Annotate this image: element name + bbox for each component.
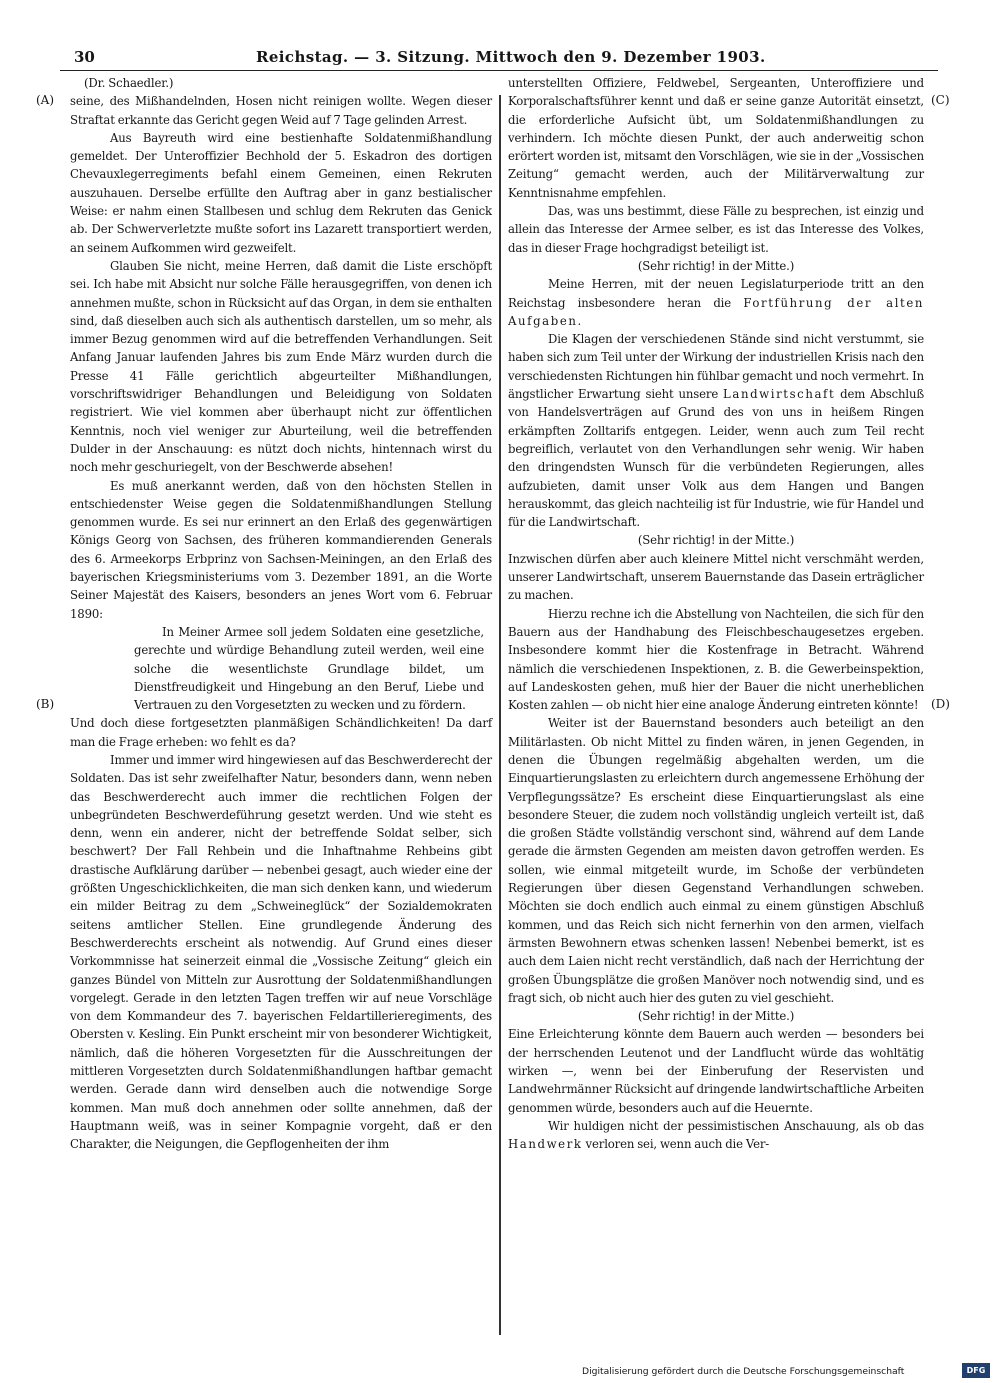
paragraph-text: dem Abschluß von Handelsverträgen auf Grund des von uns in heißem Ringen erkämpften Zolltarifs entgegen. Leider, wenn auch zum Teil recht begreiflich, verlautet von den Verhandlungen sehr wenig. Wir haben den dringendsten Wunsch für die verbündeten Regierungen, alles aufzubieten, damit unser Volk aus dem Hangen und Bangen herauskommt, das gleich nachteilig ist für Industrie, wie für Handel und für die Landwirtschaft.	[508, 387, 924, 530]
paragraph: Hierzu rechne ich die Abstellung von Nachteilen, die sich für den Bauern aus der Handhabung des Fleischbeschaugesetzes ergeben. Insbesondere kommt hier die Kostenfrage in Betracht. Während nämlich die verschiedenen Inspektionen, z. B. die Gewerbeinspektion, auf Landeskosten gehen, muß hier der Bauer die nicht unerheblichen Kosten zahlen — ob nicht hier eine analoge Änderung eintreten könnte!	[508, 606, 924, 713]
page-header	[60, 44, 938, 71]
speaker-attribution: (Dr. Schaedler.)	[84, 76, 174, 90]
paragraph: Immer und immer wird hingewiesen auf das Beschwerderecht der Soldaten. Das ist sehr zweifelhafter Natur, besonders dann, wenn neben das Beschwerderecht auch immer die rechtlichen Folgen der unbegründeten Beschwerdeführung gesetzt werden. Und wie steht es denn, wenn ein anderer, nicht der betreffende Soldat selber, sich beschwert? Der Fall Rehbein und die Inhaftnahme Rehbeins gibt drastische Aufklärung darüber — nebenbei gesagt, auch wieder eine der größten Ungeschicklichkeiten, die man sich denken kann, und wiederum ein milder Beitrag zu dem „Schweineglück“ der Sozialdemokraten seitens amtlicher Stellen. Eine grundlegende Änderung des Beschwerderechts erscheint als notwendig. Auf Grund eines dieser Vorkommnisse hat seinerzeit einmal die „Vossische Zeitung“ gleich ein ganzes Bündel von Mitteln zur Ausrottung der Soldatenmißhandlungen vorgelegt. Gerade in den letzten Tagen treffen wir auf neue Vorschläge von dem Kommandeur des 7. bayerischen Feldartillerieregiments, des Obersten v. Kesling. Ein Punkt erscheint mir von besonderer Wichtigkeit, nämlich, daß die höheren Vorgesetzten für die Ausschreitungen der mittleren Vorgesetzten durch Soldatenmißhandlungen haftbar gemacht werden. Gerade dann wird denselben auch die notwendige Sorge kommen. Man muß doch annehmen oder sollte annehmen, daß der Hauptmann weiß, was in seiner Kompagnie vorgeht, daß er den Charakter, die Neigungen, die Gepflogenheiten der ihm	[70, 752, 492, 1152]
interjection: (Sehr richtig! in der Mitte.)	[637, 1009, 795, 1024]
paragraph: seine, des Mißhandelnden, Hosen nicht reinigen wollte. Wegen dieser Straftat erkannte das Gericht gegen Weid auf 7 Tage gelinden Arrest.	[70, 94, 492, 127]
dfg-logo: DFG	[962, 1363, 990, 1378]
emphasized-text: Fortführung der alten Aufgaben.	[508, 295, 924, 328]
paragraph: Eine Erleichterung könnte dem Bauern auch werden — besonders bei der herrschenden Leutenot und der Landflucht würde das wohltätig wirken —, wenn bei der Einberufung der Reservisten und Landwehrmänner Rücksicht auf dringende landwirtschaftliche Arbeiten genommen würde, besonders auch auf die Heuernte.	[508, 1027, 924, 1115]
interjection: (Sehr richtig! in der Mitte.)	[637, 533, 795, 548]
paragraph: Glauben Sie nicht, meine Herren, daß damit die Liste erschöpft sei. Ich habe mit Absicht nur solche Fälle herausgegriffen, von denen ich annehmen mußte, schon in Rücksicht auf das Organ, in dem sie enthalten sind, daß dieselben auch sich als authentisch darstellen, um so mehr, als immer Bezug genommen wird auf die betreffenden Verhandlungen. Seit Anfang Januar laufenden Jahres bis zum Ende März wurden durch die Presse 41 Fälle gerichtlich abgeurteilter Mißhandlungen, vorschriftswidriger Behandlungen und Beleidigung von Soldaten registriert. Wie viel kommen aber überhaupt nicht zur öffentlichen Kenntnis, noch viel weniger zur Aburteilung, weil die betreffenden Dulder in der Anschauung: es nützt doch nichts, hintennach wirst du noch mehr geschuriegelt, von der Beschwerde absehen!	[70, 258, 492, 475]
interjection: (Sehr richtig! in der Mitte.)	[637, 258, 795, 273]
paragraph	[508, 330, 924, 531]
paragraph-text: Meine Herren, mit der neuen Legislaturperiode tritt an den Reichstag insbesondere heran die	[508, 277, 924, 310]
paragraph: unterstellten Offiziere, Feldwebel, Sergeanten, Unteroffiziere und Korporalschaftsführer kennt und daß er seine ganze Autorität einsetzt, die erforderliche Aufsicht übt, um Soldatenmißhandlungen zu verhindern. Ich möchte diesen Punkt, der auch anderweitig schon erörtert worden ist, mitsamt den Vorschlägen, wie sie in der „Vossischen Zeitung“ gemacht werden, auch der Militärverwaltung zur Kenntnisnahme empfehlen.	[508, 76, 924, 200]
right-column	[508, 74, 924, 1154]
emphasized-text: Handwerk	[508, 1137, 583, 1152]
paragraph	[508, 275, 924, 330]
block-quote: In Meiner Armee soll jedem Soldaten eine gesetzliche, gerechte und würdige Behandlung zuteil werden, weil eine solche die wesentlichste Grundlage bildet, um Dienstfreudigkeit und Hingebung an den Beruf, Liebe und Vertrauen zu den Vorgesetzten zu wecken und zu fördern.	[134, 624, 484, 713]
digitization-credit: Digitalisierung gefördert durch die Deutsche Forschungsgemeinschaft	[582, 1366, 905, 1377]
running-title: Reichstag. — 3. Sitzung. Mittwoch den 9. Dezember 1903.	[256, 48, 766, 66]
page-number: 30	[74, 48, 95, 66]
paragraph: Das, was uns bestimmt, diese Fälle zu besprechen, ist einzig und allein das Interesse der Armee selber, es ist das Interesse des Volkes, das in dieser Frage hochgradigst beteiligt ist.	[508, 204, 924, 255]
paragraph-text: verloren sei, wenn auch die Ver-	[585, 1137, 770, 1152]
left-column	[70, 74, 492, 1154]
emphasized-text: Landwirtschaft	[723, 387, 836, 402]
paragraph: Aus Bayreuth wird eine bestienhafte Soldatenmißhandlung gemeldet. Der Unteroffizier Bechhold der 5. Eskadron des dortigen Chevauxlegerregiments befahl einem Gemeinen, einen Rekruten auszuhauen. Derselbe erfüllte den Auftrag aber in ganz bestialischer Weise: er nahm einen Stallbesen und schlug dem Rekruten das Genick ab. Der Schwerverletzte mußte sofort ins Lazarett transportiert werden, an seinem Aufkommen wird gezweifelt.	[70, 130, 492, 255]
paragraph-text: Wir huldigen nicht der pessimistischen Anschauung, als ob das	[548, 1118, 924, 1133]
column-divider	[499, 95, 501, 1335]
margin-marker-c: (C)	[931, 93, 950, 107]
paragraph: Es muß anerkannt werden, daß von den höchsten Stellen in entschiedenster Weise gegen die Soldatenmißhandlungen Stellung genommen wurde. Es sei nur erinnert an den Erlaß des gegenwärtigen Königs Georg von Sachsen, des früheren kommandierenden Generals des 6. Armeekorps Erbprinz von Sachsen-Meiningen, an den Erlaß des bayerischen Kriegsministeriums vom 3. Dezember 1891, an die Worte Seiner Majestät des Kaisers, besonders an jenes Wort vom 6. Februar 1890:	[70, 478, 492, 621]
margin-marker-b: (B)	[36, 697, 55, 711]
paragraph	[508, 1117, 924, 1154]
margin-marker-d: (D)	[931, 697, 950, 711]
paragraph-text: Die Klagen der verschiedenen Stände sind nicht verstummt, sie haben sich zum Teil unter der Wirkung der industriellen Krisis nach den verschiedensten Richtungen hin fühlbar gemacht und noch vermehrt. In ängstlicher Erwartung sieht unsere	[508, 332, 924, 402]
paragraph: Und doch diese fortgesetzten planmäßigen Schändlichkeiten! Da darf man die Frage erheben: wo fehlt es da?	[70, 716, 492, 749]
paragraph: Weiter ist der Bauernstand besonders auch beteiligt an den Militärlasten. Ob nicht Mittel zu finden wären, in jenen Gegenden, in denen die Übungen regelmäßig abgehalten werden, um die Einquartierungslasten zu erleichtern durch angemessene Erhöhung der Verpflegungssätze? Es erscheint diese Einquartierungslast als eine besondere Steuer, die zudem noch vollständig ungleich verteilt ist, daß die großen Städte vollständig verschont sind, während auf dem Lande gerade die ärmsten Gegenden am meisten davon getroffen werden. Es sollen, wie einmal mitgeteilt wurde, im Schoße der verbündeten Regierungen über diesen Gegenstand Verhandlungen schweben. Möchten sie doch endlich auch einmal zu einem günstigen Abschluß kommen, und das Reich sich nicht fernerhin von den armen, vielfach ärmsten Bewohnern etwas schenken lassen! Nebenbei bemerkt, ist es auch dem Laien nicht recht verständlich, daß nach der Herrichtung der großen Übungsplätze die großen Manöver noch notwendig sind, und es fragt sich, ob nicht auch hier des guten zu viel geschieht.	[508, 716, 924, 1005]
margin-marker-a: (A)	[36, 93, 55, 107]
paragraph: Inzwischen dürfen aber auch kleinere Mittel nicht verschmäht werden, unserer Landwirtschaft, unserem Bauernstande das Dasein erträglicher zu machen.	[508, 551, 924, 603]
